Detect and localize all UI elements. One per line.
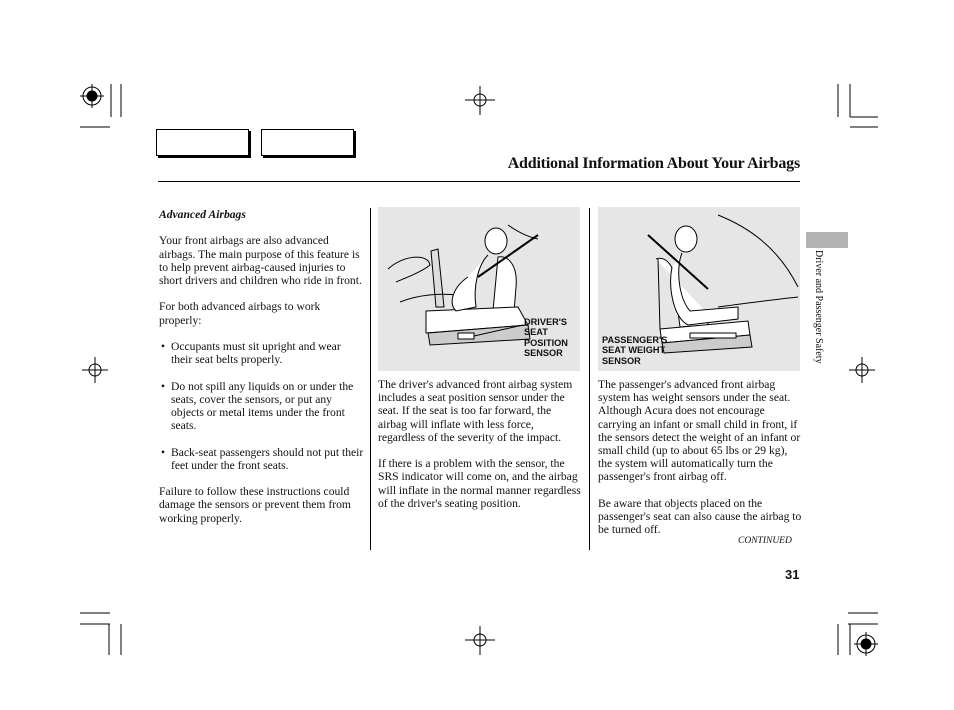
page-title: Additional Information About Your Airbags (507, 155, 800, 172)
column-divider-1 (370, 208, 371, 550)
column-divider-2 (589, 208, 590, 550)
passenger-seat-figure (598, 207, 800, 371)
column-advanced-airbags (159, 208, 364, 538)
paragraph: The passenger's advanced front airbag system has weight sensors under the seat. Although Acura does not encourage carrying an infant or small child in front, if the sensors detect the weight of an infant or small child (up to about 65 lbs or 29 kg), the system will automatically turn the passenger's front airbag off. (598, 378, 801, 484)
column-passenger-sensor (598, 378, 803, 550)
column-driver-sensor (378, 378, 583, 523)
nav-box-index[interactable] (261, 129, 354, 156)
continued-note: CONTINUED (738, 536, 792, 546)
section-heading: Advanced Airbags (159, 208, 246, 221)
driver-seat-figure (378, 207, 580, 371)
paragraph: Be aware that objects placed on the passenger's seat can also cause the airbag to be turned off. (598, 496, 802, 537)
bullet-item: • Do not spill any liquids on or under the seats, cover the sensors, or put any objects or metal items under the front seats. (161, 379, 354, 433)
bullet-item: • Back-seat passengers should not put their feet under the front seats. (161, 445, 364, 472)
paragraph: Your front airbags are also advanced airbags. The main purpose of this feature is to help prevent airbag-caused injuries to short drivers and children who ride in front. (159, 234, 362, 287)
page-number: 31 (785, 567, 800, 582)
nav-box-main-menu[interactable] (156, 129, 249, 156)
title-rule (158, 181, 800, 182)
paragraph: Failure to follow these instructions could damage the sensors or prevent them from working properly. (159, 485, 351, 525)
bullet-item: • Occupants must sit upright and wear their seat belts properly. (161, 339, 341, 367)
figure-label: PASSENGER'S SEAT WEIGHT SENSOR (602, 335, 668, 366)
section-tab[interactable] (806, 232, 848, 248)
paragraph: If there is a problem with the sensor, the SRS indicator will come on, and the airbag will inflate in the normal manner regardless of the driver's seating position. (378, 457, 581, 510)
bullet-list (159, 340, 364, 472)
section-tab-label: Driver and Passenger Safety (813, 250, 824, 364)
paragraph: For both advanced airbags to work properly: (159, 300, 321, 327)
paragraph: The driver's advanced front airbag system includes a seat position sensor under the seat. If the seat is too far forward, the airbag will inflate with less force, regardless of the severity of the impact. (378, 378, 573, 444)
figure-label: DRIVER'S SEAT POSITION SENSOR (524, 317, 568, 359)
